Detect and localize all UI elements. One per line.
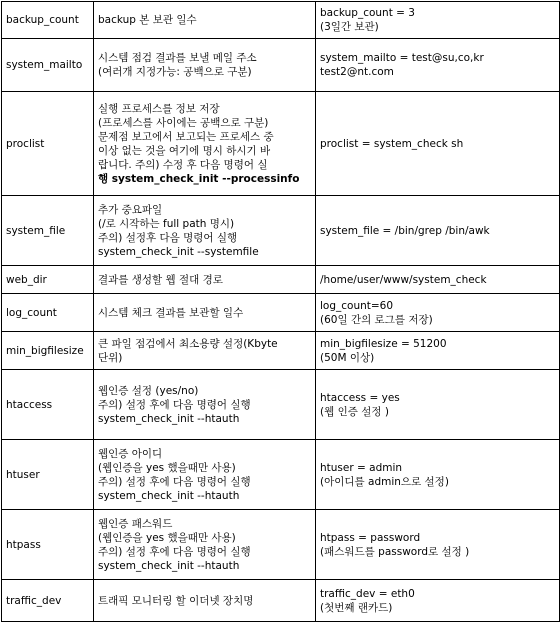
description-line: system_check_init --htauth xyxy=(98,559,240,572)
table-row-system-mailto xyxy=(2,39,560,92)
description-line: backup 본 보관 일수 xyxy=(98,14,197,26)
description-line: 주의) 설정후 다음 명령어 실행 xyxy=(98,231,238,244)
example-line: (패스워드를 password로 설정 ) xyxy=(320,545,470,558)
example-line: (60일 간의 로그를 저장) xyxy=(320,313,433,326)
example-line: system_file = /bin/grep /bin/awk xyxy=(320,224,490,237)
description-line: (웹인증을 yes 했을때만 사용) xyxy=(98,531,236,544)
description-line: 시스템 점검 결과를 보낼 메일 주소 xyxy=(98,52,257,64)
option-description xyxy=(94,440,316,510)
example-line: (첫번째 랜카드) xyxy=(320,601,393,614)
description-line: 웹인증 아이디 xyxy=(98,447,163,460)
option-name: min_bigfilesize xyxy=(2,332,94,370)
description-line: (/로 시작하는 full path 명시) xyxy=(98,217,235,230)
option-name: htaccess xyxy=(2,370,94,440)
description-line: 이상 없는 것을 여기에 명시 하시기 바 xyxy=(98,144,271,157)
description-line: (웹인증을 yes 했을때만 사용) xyxy=(98,461,236,474)
description-line: (여러개 지정가능: 공백으로 구분) xyxy=(98,66,252,78)
table-row-log-count xyxy=(2,294,560,332)
description-line: 주의) 설정 후에 다음 명령어 실행 xyxy=(98,545,251,558)
example-line: min_bigfilesize = 51200 xyxy=(320,337,447,350)
option-description xyxy=(94,39,316,92)
config-table xyxy=(1,1,560,622)
description-line: 실행 프로세스를 정보 저장 xyxy=(98,102,220,115)
table-row-backup-count xyxy=(2,2,560,39)
option-example xyxy=(316,92,560,196)
option-description xyxy=(94,510,316,580)
option-description xyxy=(94,332,316,370)
option-example xyxy=(316,580,560,622)
description-line-command: 행 system_check_init --processinfo xyxy=(98,172,300,185)
description-line: 웹인증 설정 (yes/no) xyxy=(98,384,199,397)
option-example xyxy=(316,510,560,580)
description-line: 추가 중요파일 xyxy=(98,203,163,216)
description-line: 트래픽 모니터링 할 이더넷 장치명 xyxy=(98,594,254,607)
example-line: htaccess = yes xyxy=(320,391,400,404)
description-line: system_check_init --htauth xyxy=(98,412,240,425)
option-name: proclist xyxy=(2,92,94,196)
option-example xyxy=(316,39,560,92)
example-line: (50M 이상) xyxy=(320,351,375,364)
table-row-traffic-dev xyxy=(2,580,560,622)
example-line: system_mailto = test@su,co,kr xyxy=(320,52,484,64)
example-line: htuser = admin xyxy=(320,461,403,474)
option-name: web_dir xyxy=(2,266,94,294)
description-line: 웹인증 패스워드 xyxy=(98,517,173,530)
example-line: test2@nt.com xyxy=(320,66,394,78)
option-example xyxy=(316,294,560,332)
option-example xyxy=(316,2,560,39)
table-row-htaccess xyxy=(2,370,560,440)
option-name: traffic_dev xyxy=(2,580,94,622)
example-line: /home/user/www/system_check xyxy=(320,273,487,286)
table-row-system-file xyxy=(2,196,560,266)
option-description xyxy=(94,196,316,266)
option-description xyxy=(94,580,316,622)
description-line: system_check_init --systemfile xyxy=(98,245,259,258)
option-description xyxy=(94,266,316,294)
table-row-min-bigfilesize xyxy=(2,332,560,370)
description-line: 큰 파일 점검에서 최소용량 설정(Kbyte xyxy=(98,337,278,350)
option-description xyxy=(94,294,316,332)
option-name: system_file xyxy=(2,196,94,266)
option-name: log_count xyxy=(2,294,94,332)
option-description xyxy=(94,370,316,440)
option-description xyxy=(94,92,316,196)
example-line: log_count=60 xyxy=(320,299,394,312)
option-description xyxy=(94,2,316,39)
table-row-web-dir xyxy=(2,266,560,294)
example-line: proclist = system_check sh xyxy=(320,137,464,150)
option-name: backup_count xyxy=(2,2,94,39)
description-line: (프로세스를 사이에는 공백으로 구분) xyxy=(98,116,269,129)
description-line: 문제점 보고에서 보고되는 프로세스 중 xyxy=(98,130,274,143)
example-line: backup_count = 3 xyxy=(320,7,415,19)
description-line: 단위) xyxy=(98,351,123,364)
option-example xyxy=(316,332,560,370)
example-line: traffic_dev = eth0 xyxy=(320,587,415,600)
description-line: 주의) 설정 후에 다음 명령어 실행 xyxy=(98,398,251,411)
description-line: system_check_init --htauth xyxy=(98,489,240,502)
option-example xyxy=(316,370,560,440)
option-example xyxy=(316,440,560,510)
description-line: 결과를 생성할 웹 절대 경로 xyxy=(98,273,223,286)
option-name: htpass xyxy=(2,510,94,580)
description-line: 랍니다. 주의) 수정 후 다음 명령어 실 xyxy=(98,158,268,171)
example-line: (아이디를 admin으로 설정) xyxy=(320,475,449,488)
table-row-htpass xyxy=(2,510,560,580)
table-row-htuser xyxy=(2,440,560,510)
option-example xyxy=(316,196,560,266)
option-example xyxy=(316,266,560,294)
example-line: (3일간 보관) xyxy=(320,21,379,33)
example-line: htpass = password xyxy=(320,531,421,544)
option-name: htuser xyxy=(2,440,94,510)
table-row-proclist xyxy=(2,92,560,196)
description-line: 시스템 체크 결과를 보관할 일수 xyxy=(98,306,244,319)
option-name: system_mailto xyxy=(2,39,94,92)
description-line: 주의) 설정 후에 다음 명령어 실행 xyxy=(98,475,251,488)
example-line: (웹 인증 설정 ) xyxy=(320,405,389,418)
